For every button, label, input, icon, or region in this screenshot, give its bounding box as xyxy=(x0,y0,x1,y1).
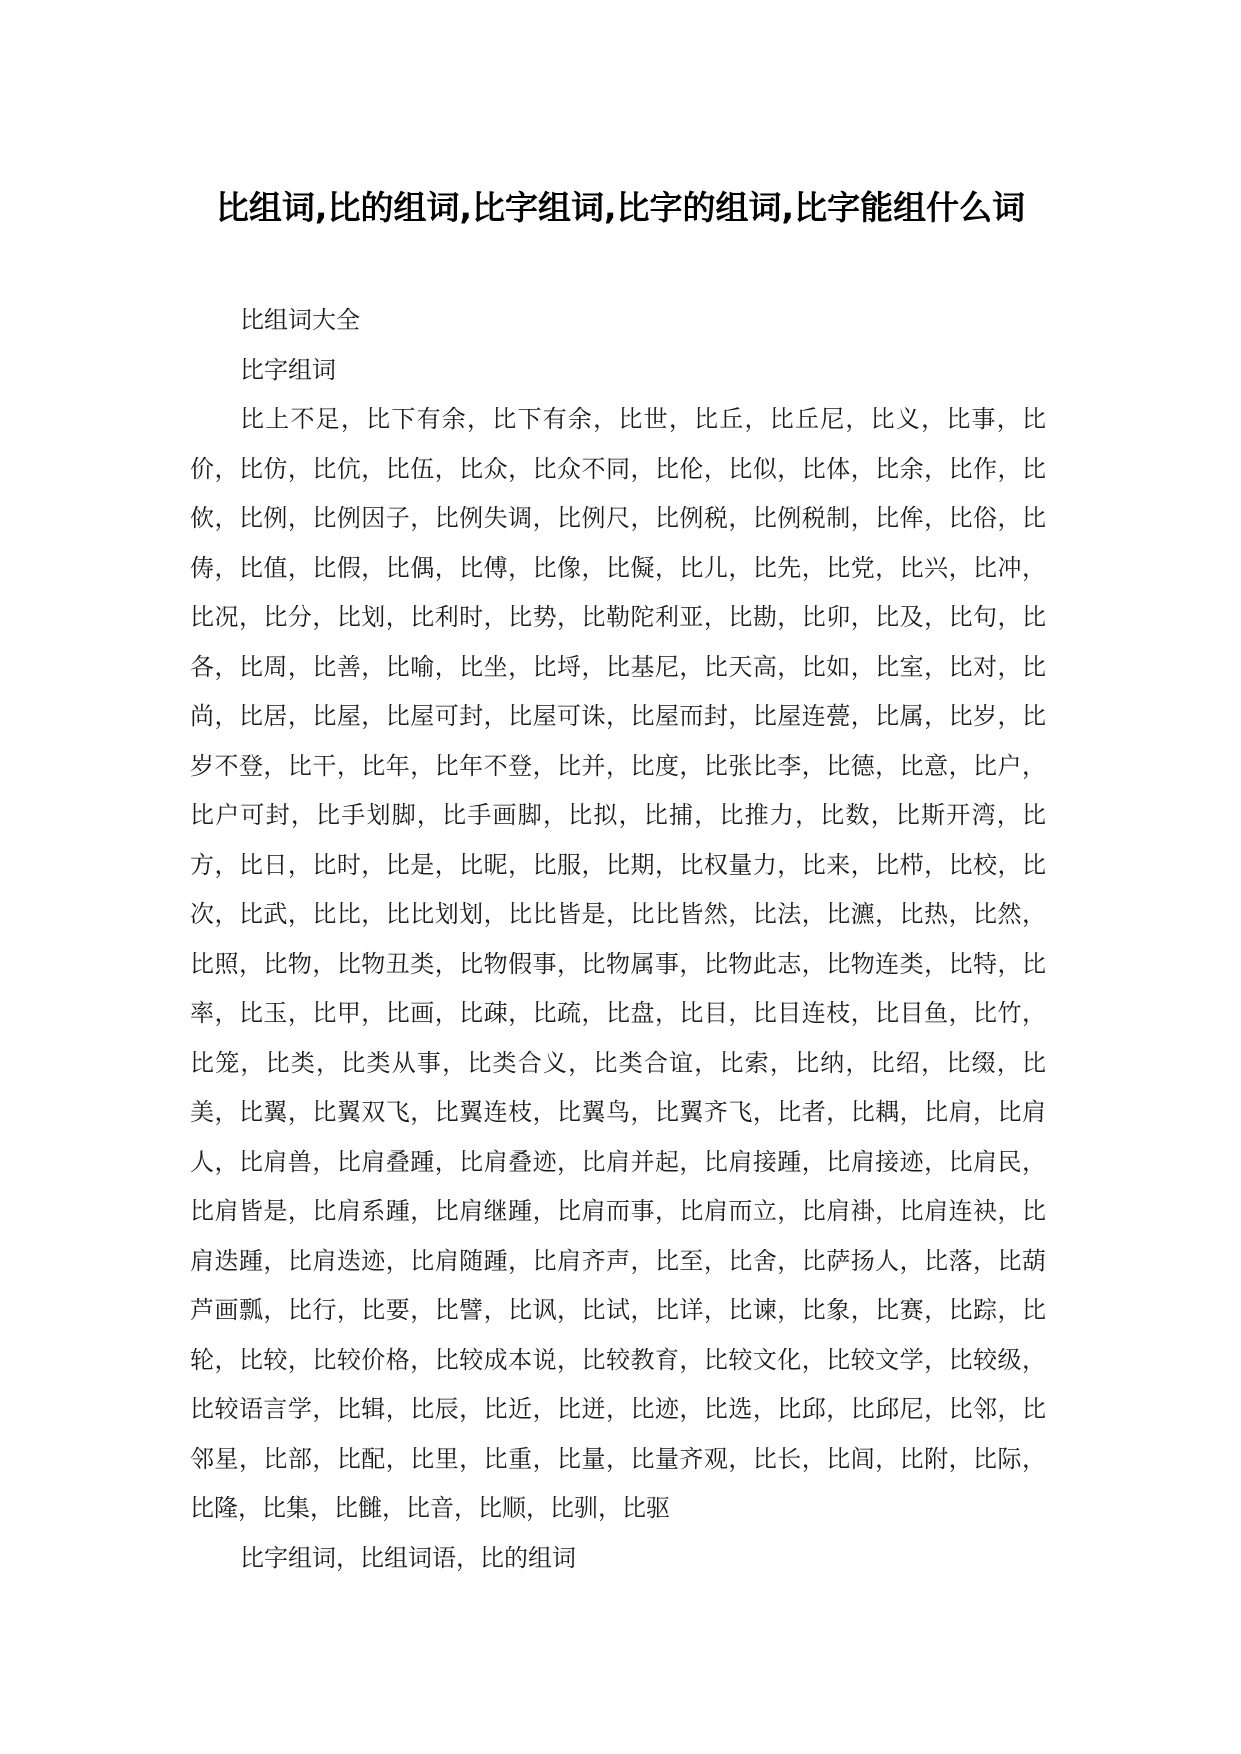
paragraph-word-list: 比上不足，比下有余，比下有余，比世，比丘，比丘尼，比义，比事，比价，比仿，比伉，比伍，比众，比众不同，比伦，比似，比体，比余，比作，比佽，比例，比例因子，比例失调，比例尺，比例税，比例税制，比侔，比俗，比俦，比值，比假，比偶，比傅，比像，比儗，比儿，比先，比党，比兴，比冲，比况，比分，比划，比利时，比势，比勒陀利亚，比勘，比卯，比及，比句，比各，比周，比善，比喻，比坐，比埒，比基尼，比天高，比如，比室，比对，比尚，比居，比屋，比屋可封，比屋可诛，比屋而封，比屋连甍，比属，比岁，比岁不登，比干，比年，比年不登，比并，比度，比张比李，比德，比意，比户，比户可封，比手划脚，比手画脚，比拟，比捕，比推力，比数，比斯开湾，比方，比日，比时，比是，比昵，比服，比期，比权量力，比来，比栉，比校，比次，比武，比比，比比划划，比比皆是，比比皆然，比法，比瀌，比热，比然，比照，比物，比物丑类，比物假事，比物属事，比物此志，比物连类，比特，比率，比玉，比甲，比画，比疎，比疏，比盘，比目，比目连枝，比目鱼，比竹，比笼，比类，比类从事，比类合义，比类合谊，比索，比纳，比绍，比缀，比美，比翼，比翼双飞，比翼连枝，比翼鸟，比翼齐飞，比者，比耦，比肩，比肩人，比肩兽，比肩叠踵，比肩叠迹，比肩并起，比肩接踵，比肩接迹，比肩民，比肩皆是，比肩系踵，比肩继踵，比肩而事，比肩而立，比肩褂，比肩连袂，比肩迭踵，比肩迭迹，比肩随踵，比肩齐声，比至，比舍，比萨扬人，比落，比葫芦画瓢，比行，比要，比譬，比讽，比试，比详，比谏，比象，比赛，比踪，比轮，比较，比较价格，比较成本说，比较教育，比较文化，比较文学，比较级，比较语言学，比辑，比辰，比近，比迸，比迹，比选，比邱，比邱尼，比邻，比邻星，比部，比配，比里，比重，比量，比量齐观，比长，比闾，比附，比际，比隆，比集，比雠，比音，比顺，比驯，比驱 xyxy=(190,405,1046,1522)
paragraph-footer: 比字组词，比组词语，比的组词 xyxy=(240,1543,576,1572)
paragraph-heading-2: 比字组词 xyxy=(240,355,336,384)
document-title: 比组词,比的组词,比字组词,比字的组词,比字能组什么词 xyxy=(215,188,1026,227)
paragraph-heading-1: 比组词大全 xyxy=(240,306,360,334)
document-body xyxy=(190,296,1046,1583)
